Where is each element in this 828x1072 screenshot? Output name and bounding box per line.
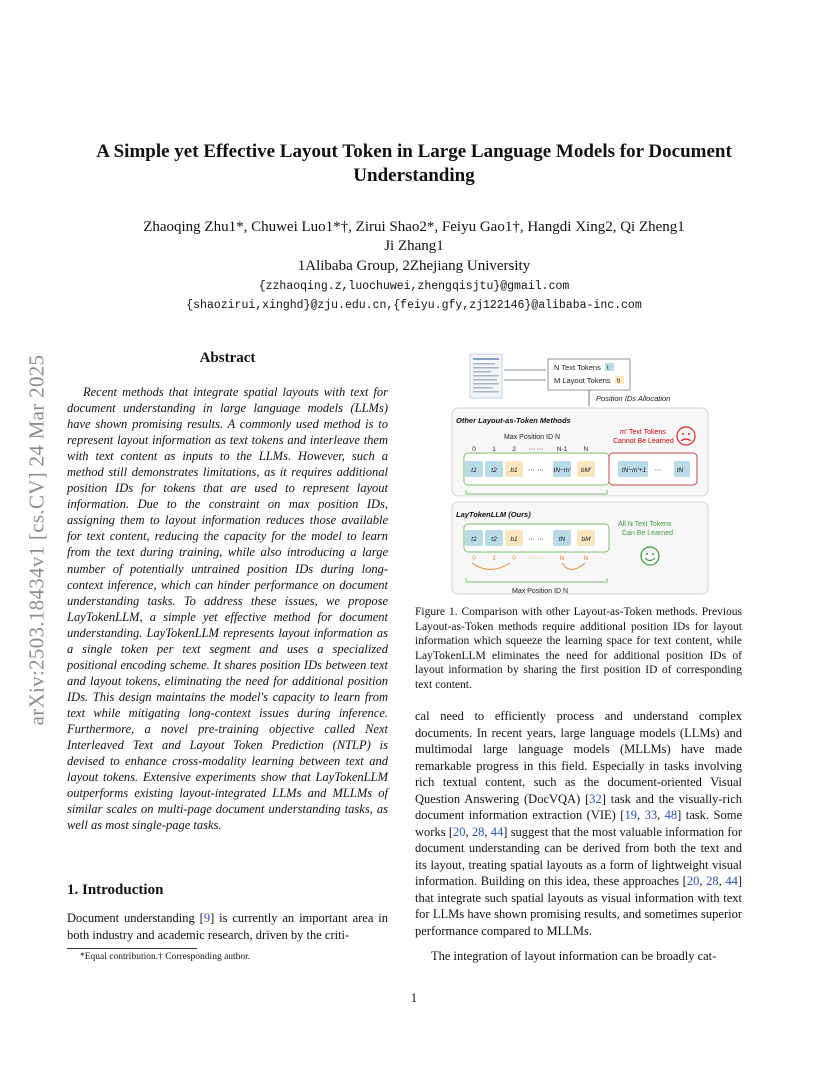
position-id-label: 2 <box>512 446 516 453</box>
abstract-heading: Abstract <box>199 350 256 366</box>
citation-link[interactable]: 28 <box>471 824 485 839</box>
token-label: ⋯ ⋯ <box>528 536 544 543</box>
max-position-label-top: Max Position ID N <box>504 434 561 441</box>
token-label: t1 <box>471 467 477 474</box>
position-id-label: 1 <box>492 555 496 562</box>
unlearned-token-label: ⋯ <box>654 467 662 474</box>
paper-title <box>70 140 758 188</box>
affiliations: 1Alibaba Group, 2Zhejiang University <box>297 258 531 274</box>
right-column-paragraph-2: The integration of layout information can be broadly cat- <box>431 949 717 963</box>
token-label: bM <box>581 536 591 543</box>
title-line-1: A Simple yet Effective Layout Token in Large Language Models for Document <box>96 141 732 162</box>
position-id-label: N <box>583 555 589 562</box>
position-id-label: 0 <box>472 446 476 453</box>
cannot-learn-label-a: m' Text Tokens <box>620 429 666 436</box>
authors-line-2: Ji Zhang1 <box>384 238 444 254</box>
max-position-label-bottom: Max Position ID N <box>512 588 569 595</box>
svg-text:b: b <box>617 378 621 385</box>
section-heading-introduction: 1. Introduction <box>67 882 164 898</box>
token-label: t1 <box>471 536 477 543</box>
author-list <box>90 218 738 256</box>
position-id-label: 1 <box>492 446 496 453</box>
citation-link[interactable]: 9 <box>203 911 211 925</box>
legend-text-tokens: N Text Tokens <box>554 363 601 372</box>
citation-link[interactable]: 33 <box>644 808 658 822</box>
position-id-label: 0 <box>512 555 516 562</box>
position-id-label: N-1 <box>556 446 568 453</box>
unlearned-token-label: tN−m'+1 <box>621 467 647 474</box>
authors-line-1: Zhaoqing Zhu1*, Chuwei Luo1*†, Zirui Shao2*, Feiyu Gao1†, Hangdi Xing2, Qi Zheng1 <box>143 219 685 235</box>
right-column-paragraph-1: cal need to efficiently process and understand complex documents. In recent years, large language models (LLMs) and multimodal large language models (MLLMs) have made remarkable progress in this field. Especially in tasks involving rich textual content, such as the document-oriented Visual Question Answering (DocVQA) [32] task and the visually-rich document information extraction (VIE) [19, 33, 48] task. Some works [20, 28, 44] suggest that the most valuable information for document understanding can be derived from both the text and its layout, treating spatial layouts as a form of lightweight visual information. Building on this idea, these approaches [20, 28, 44] that integrate such spatial layouts as visual information with text for LLMs have shown promising results, and sometimes superior performance compared to MLLMs. <box>415 709 743 938</box>
email-line-1: {zzhaoqing.z,luochuwei,zhengqisjtu}@gmail.com <box>258 280 570 293</box>
citation-link[interactable]: 32 <box>589 791 602 806</box>
citation-link[interactable]: 28 <box>706 874 719 888</box>
all-learn-label-b: Can Be Learned <box>622 530 673 537</box>
token-label: tN−m' <box>553 467 571 474</box>
title-line-2: Understanding <box>353 165 475 186</box>
position-id-label: N <box>583 446 589 453</box>
citation-link[interactable]: 20 <box>686 874 700 888</box>
citation-link[interactable]: 48 <box>664 808 678 822</box>
position-id-label: 0 <box>472 555 476 562</box>
position-id-label: N <box>559 555 565 562</box>
footnote: *Equal contribution.† Corresponding author. <box>80 952 251 962</box>
token-label: tN <box>558 536 566 543</box>
all-learn-label-a: All N Text Tokens <box>618 521 672 528</box>
cannot-learn-label-b: Cannot Be Learned <box>613 438 674 445</box>
ours-title: LayTokenLLM (Ours) <box>456 510 531 519</box>
token-label: t2 <box>491 536 497 543</box>
svg-text:t: t <box>607 365 609 372</box>
citation-link[interactable]: 20 <box>452 824 466 839</box>
footnote-rule <box>67 948 197 949</box>
position-id-label: ⋯ ⋯ <box>528 446 544 453</box>
citation-link[interactable]: 44 <box>725 874 738 888</box>
unlearned-token-label: tN <box>676 467 684 474</box>
position-id-label: ⋯ ⋯ <box>528 555 544 562</box>
document-thumbnail-icon <box>470 354 502 398</box>
citation-link[interactable]: 19 <box>624 808 637 822</box>
token-label: bM' <box>580 467 592 474</box>
abstract-text: Recent methods that integrate spatial layouts with text for document understanding in large language models (LLMs) have shown promising results. A commonly used method is to represent layout information as text tokens and interleave them with text content as inputs to the LLMs. However, such a method still demonstrates limitations, as it requires additional position IDs for tokens that are used to represent layout information. Due to the constraint on max position IDs, assigning them to layout information reduces those available for text content, reducing the capacity for the model to learn from the text during training, while also introducing a large number of potentially untrained position IDs during long-context inference, which can hinder performance on document understanding tasks. To address these issues, we propose LayTokenLLM, a simple yet effective method for document understanding. LayTokenLLM represents layout information as a single token per text segment and uses a specialized positional encoding scheme. It shares position IDs between text and layout tokens, eliminating the need for additional position IDs. This design maintains the model's capacity to learn from text while mitigating long-context issues during inference. Furthermore, a novel pre-training objective called Next Interleaved Text and Layout Token Prediction (NTLP) is devised to enhance cross-modality learning between text and layout tokens. Extensive experiments show that LayTokenLLM outperforms existing layout-integrated LLMs and MLLMs of similar scales on multi-page document understanding tasks, as well as most single-page tasks. <box>67 385 388 833</box>
token-label: ⋯ ⋯ <box>528 467 544 474</box>
other-methods-title: Other Layout-as-Token Methods <box>456 416 571 425</box>
token-label: t2 <box>491 467 497 474</box>
position-ids-allocation-label: Position IDs Allocation <box>596 394 671 403</box>
token-label: b1 <box>510 467 518 474</box>
arxiv-identifier: arXiv:2503.18434v1 [cs.CV] 24 Mar 2025 <box>24 354 49 726</box>
email-line-2: {shaozirui,xinghd}@zju.edu.cn,{feiyu.gfy,zj122146}@alibaba-inc.com <box>186 299 642 312</box>
intro-paragraph: Document understanding [9] is currently an important area in both industry and academic research, driven by the criti- <box>67 911 388 942</box>
legend-layout-tokens: M Layout Tokens <box>554 376 611 385</box>
figure-1-diagram <box>450 350 712 605</box>
figure-1-caption: Figure 1. Comparison with other Layout-as-Token methods. Previous Layout-as-Token methods require additional position IDs for layout information which squeeze the learning space for text content, while LayTokenLLM eliminates the need for additional position IDs of layout information by sharing the first position ID of corresponding text content. <box>415 606 742 691</box>
citation-link[interactable]: 44 <box>490 824 504 839</box>
token-label: b1 <box>510 536 518 543</box>
page-number: 1 <box>410 991 418 1005</box>
